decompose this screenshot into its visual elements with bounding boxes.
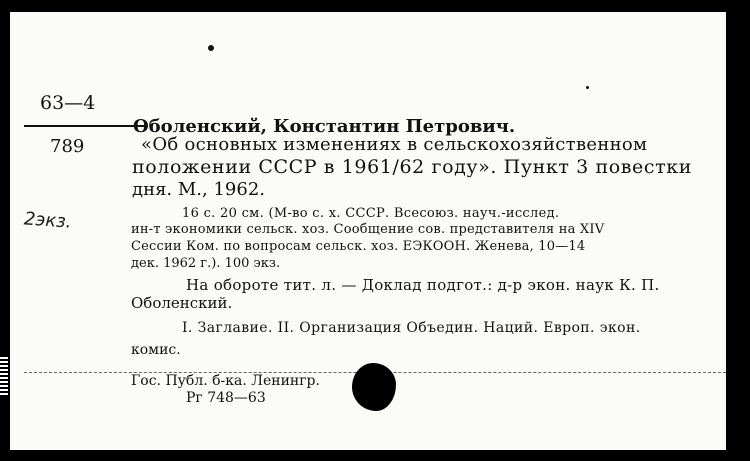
title-line-3: дня. М., 1962. xyxy=(132,179,266,200)
ink-speck xyxy=(208,45,214,51)
call-number-bottom: 789 xyxy=(50,136,85,157)
subject-line-2: комис. xyxy=(131,342,181,358)
note-line-1: На обороте тит. л. — Доклад подгот.: д-р экон. наук К. П. xyxy=(186,276,660,294)
description-line-3: Сессии Ком. по вопросам сельск. хоз. ЕЭКООН. Женева, 10—14 xyxy=(131,239,586,254)
title-line-2: положении СССР в 1961/62 году». Пункт 3 повестки xyxy=(132,156,692,178)
scan-edge-artifact xyxy=(0,355,8,395)
description-line-4: дек. 1962 г.). 100 экз. xyxy=(131,256,281,271)
handwritten-copies-note: 2экз. xyxy=(23,208,73,233)
catalog-card xyxy=(10,12,726,450)
title-line-1: «Об основных изменениях в сельскохозяйственном xyxy=(141,134,648,155)
holdings-line-2: Рг 748—63 xyxy=(186,390,266,406)
holdings-line-1: Гос. Публ. б-ка. Ленингр. xyxy=(131,373,320,389)
description-line-2: ин-т экономики сельск. хоз. Сообщение сов. представителя на XIV xyxy=(131,222,605,237)
call-number-top: 63—4 xyxy=(40,92,96,114)
scan-border-right xyxy=(726,0,750,461)
call-number-rule xyxy=(24,125,148,127)
subject-line-1: I. Заглавие. II. Организация Объедин. Наций. Европ. экон. xyxy=(182,320,641,336)
author-heading: Оболенский, Константин Петрович. xyxy=(133,116,516,137)
note-line-2: Оболенский. xyxy=(131,294,233,312)
description-line-1: 16 с. 20 см. (М-во с. х. СССР. Всесоюз. науч.-исслед. xyxy=(182,206,560,221)
ink-speck xyxy=(586,86,589,89)
ink-blot xyxy=(352,363,396,411)
